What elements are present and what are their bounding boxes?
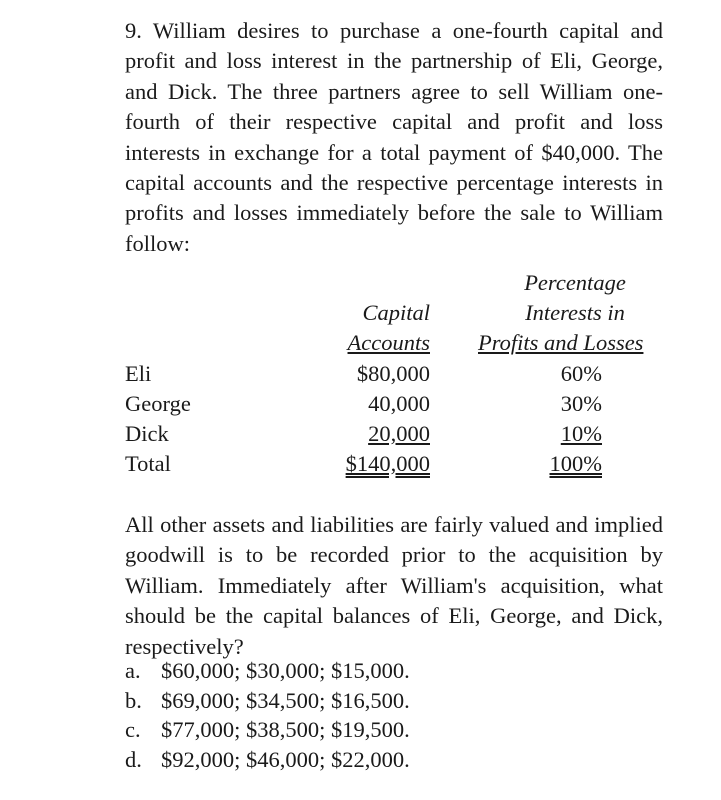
header-pct-line2: Interests in (525, 300, 625, 325)
question-intro: 9. William desires to purchase a one-fourth capital and profit and loss interest in the partnership of Eli, George, and Dick. The three partners agree to sell William one-fourth of their respective capital and profit and loss interests in exchange for a total payment of $40,000. The capital accounts and the respective percentage interests in profits and losses immediately before the sale to William follow: (125, 18, 663, 256)
row-name-total: Total (125, 451, 171, 476)
header-capital-line1: Capital (362, 300, 430, 325)
row-capital-george: 40,000 (368, 391, 430, 416)
option-text: $60,000; $30,000; $15,000. (161, 658, 410, 683)
row-pct-eli: 60% (560, 361, 602, 386)
row-pct-total-value: 100% (549, 451, 602, 476)
row-capital-dick (300, 419, 430, 449)
option-letter: b. (125, 687, 142, 713)
option-letter: c. (125, 717, 141, 742)
row-pct-george: 30% (560, 391, 602, 416)
row-capital-eli: $80,000 (356, 361, 430, 386)
row-name-eli: Eli (125, 361, 152, 386)
row-pct-dick-value: 10% (560, 421, 602, 446)
question-ask: All other assets and liabilities are fairly valued and implied goodwill is to be recorded prior to the acquisition by William. Immediately after William's acquisition, what should be the capital balances of Eli, George, and Dick, respectively? (125, 512, 663, 659)
header-pct-line3: Profits and Losses (478, 330, 644, 355)
header-pct-line1: Percentage (524, 270, 626, 295)
option-c[interactable] (125, 715, 410, 745)
option-text: $69,000; $34,500; $16,500. (161, 687, 410, 713)
row-capital-total-value: $140,000 (345, 451, 430, 476)
option-letter: a. (125, 658, 141, 683)
row-pct-total (500, 449, 602, 479)
option-text: $92,000; $46,000; $22,000. (161, 746, 410, 772)
row-capital-total (300, 449, 430, 479)
option-d[interactable] (125, 745, 410, 775)
option-letter: d. (125, 746, 142, 772)
option-b[interactable] (125, 686, 410, 716)
header-capital-line2: Accounts (347, 330, 430, 355)
answer-options (125, 656, 410, 774)
row-name-dick: Dick (125, 421, 169, 446)
row-name-george: George (125, 391, 191, 416)
row-pct-dick (500, 419, 602, 449)
option-text: $77,000; $38,500; $19,500. (161, 717, 410, 742)
row-capital-dick-value: 20,000 (368, 421, 430, 446)
option-a[interactable] (125, 656, 410, 686)
